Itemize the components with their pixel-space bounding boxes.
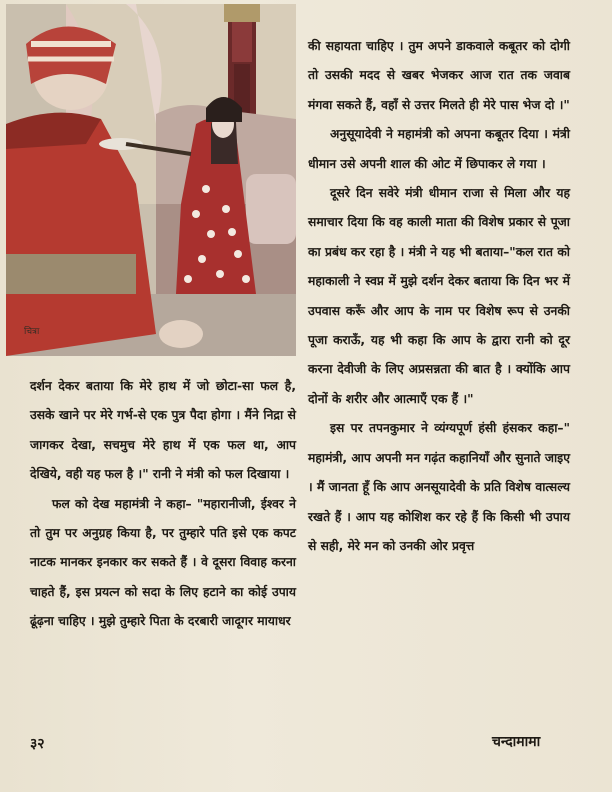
- minister-and-queen-drawing: [6, 4, 296, 356]
- left-text-column: [30, 372, 296, 637]
- right-text-column: [308, 32, 570, 561]
- paragraph: फल को देख महामंत्री ने कहा– "महारानीजी, ईश्वर ने तो तुम पर अनुग्रह किया है, पर तुम्हारे पति इसे एक कपट नाटक मानकर इनकार कर सकते हैं । वे दूसरा विवाह करना चाहते हैं, इस प्रयत्न को सदा के लिए हटाने का कोई उपाय ढूंढ़ना चाहिए । मुझे तुम्हारे पिता के दरबारी जादूगर मायाधर: [30, 496, 296, 629]
- paragraph: की सहायता चाहिए । तुम अपने डाकवाले कबूतर को दोगी तो उसकी मदद से खबर भेजकर आज रात तक जवाब मंगवा सकते हैं, वहाँ से उत्तर मिलते ही मेरे पास भेज दो ।": [308, 39, 570, 112]
- story-illustration: [6, 4, 296, 356]
- paragraph: इस पर तपनकुमार ने व्यंग्यपूर्ण हंसी हंसकर कहा–" महामंत्री, आप अपनी मन गढ़ंत कहानियाँ और सुनाते जाइए । मैं जानता हूँ कि आप अनसूयादेवी के प्रति विशेष वात्सल्य रखते हैं । आप यह कोशिश कर रहे हैं कि किसी भी उपाय से सही, मेरे मन को उनकी ओर प्रवृत्त: [308, 421, 570, 553]
- paragraph: दूसरे दिन सवेरे मंत्री धीमान राजा से मिला और यह समाचार दिया कि वह काली माता की विशेष प्रकार से पूजा का प्रबंध कर रहा है । मंत्री ने यह भी बताया–"कल रात को महाकाली ने स्वप्न में मुझे दर्शन देकर बताया कि दिन भर में उपवास करूँ और आप के नाम पर विशेष रूप से उनकी पूजा कराऊँ, यह भी कहा कि आप के द्वारा रानी को दूर करना देवीजी के लिए अप्रसन्नता की बात है । क्योंकि आप दोनों के शरीर और आत्माएँ एक हैं ।": [308, 186, 570, 406]
- page-number: ३२: [30, 736, 45, 752]
- paragraph: अनुसूयादेवी ने महामंत्री को अपना कबूतर दिया । मंत्री धीमान उसे अपनी शाल की ओट में छिपाकर ले गया ।: [308, 127, 570, 171]
- magazine-name: चन्दामामा: [492, 734, 541, 750]
- paragraph: दर्शन देकर बताया कि मेरे हाथ में जो छोटा-सा फल है, उसके खाने पर मेरे गर्भ-से एक पुत्र पैदा होगा । मैंने निद्रा से जागकर देखा, सचमुच मेरे हाथ में एक फल था, आप देखिये, वही यह फल है ।" रानी ने मंत्री को फल दिखाया ।: [30, 379, 296, 482]
- artist-signature: चित्रा: [24, 327, 40, 337]
